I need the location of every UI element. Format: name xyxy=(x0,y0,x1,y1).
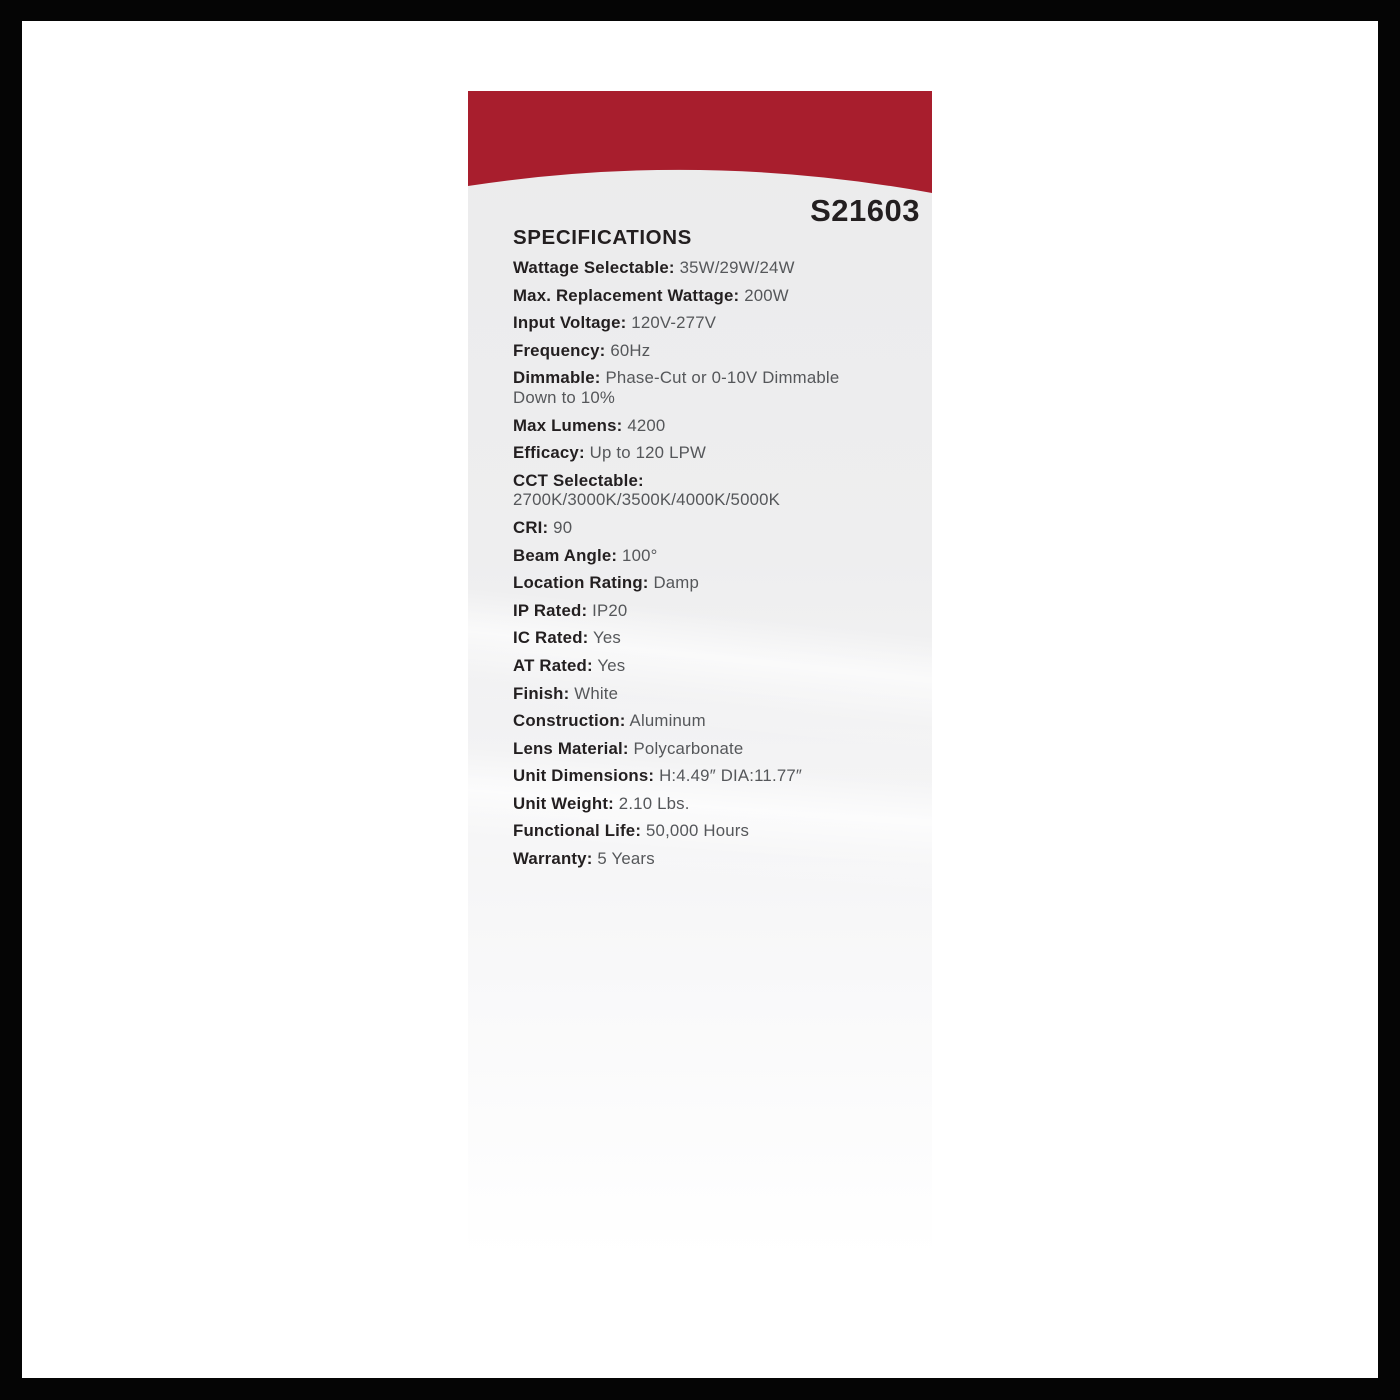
spec-label: CRI: xyxy=(513,517,549,537)
spec-label: Max Lumens: xyxy=(513,415,623,435)
spec-row xyxy=(513,739,890,759)
spec-value-line2: 2700K/3000K/3500K/4000K/5000K xyxy=(513,490,781,510)
spec-value: Damp xyxy=(653,573,700,593)
spec-value-line2: Down to 10% xyxy=(513,387,616,407)
spec-label: Warranty: xyxy=(513,849,593,869)
spec-value: 90 xyxy=(553,517,573,537)
spec-label: Construction: xyxy=(513,711,626,731)
spec-label: Functional Life: xyxy=(513,821,642,841)
spec-label: CCT Selectable: xyxy=(513,470,644,490)
spec-row xyxy=(513,341,890,361)
spec-row xyxy=(513,821,890,841)
spec-label: Finish: xyxy=(513,683,570,703)
spec-label: Wattage Selectable: xyxy=(513,258,675,277)
spec-value: 60Hz xyxy=(610,340,651,360)
spec-label: Beam Angle: xyxy=(513,545,618,565)
spec-label: Max. Replacement Wattage: xyxy=(513,285,740,305)
spec-row xyxy=(513,711,890,731)
spec-value: Phase-Cut or 0-10V Dimmable xyxy=(605,368,840,388)
spec-value: 120V-277V xyxy=(631,313,717,333)
document-page xyxy=(22,21,1378,1378)
spec-label: AT Rated: xyxy=(513,655,593,675)
spec-row xyxy=(513,518,890,538)
spec-label: Dimmable: xyxy=(513,368,601,388)
spec-label: Input Voltage: xyxy=(513,313,627,333)
spec-label: Unit Weight: xyxy=(513,793,614,813)
spec-row xyxy=(513,313,890,333)
spec-row xyxy=(513,601,890,621)
spec-row xyxy=(513,368,890,407)
spec-row xyxy=(513,684,890,704)
spec-value: IP20 xyxy=(592,600,628,620)
spec-value: 5 Years xyxy=(597,849,655,869)
spec-label: Efficacy: xyxy=(513,443,585,463)
spec-value: White xyxy=(574,683,619,703)
spec-value: 100° xyxy=(622,545,658,565)
specifications-heading: SPECIFICATIONS xyxy=(513,226,692,249)
spec-row xyxy=(513,258,890,278)
spec-label: Frequency: xyxy=(513,340,606,360)
spec-row xyxy=(513,443,890,463)
spec-row xyxy=(513,766,890,786)
spec-value: Yes xyxy=(593,628,622,648)
spec-value: H:4.49″ DIA:11.77″ xyxy=(659,766,803,786)
spec-row xyxy=(513,628,890,648)
spec-value: Up to 120 LPW xyxy=(589,443,707,463)
spec-value: Aluminum xyxy=(629,711,706,731)
spec-list xyxy=(513,258,890,869)
spec-value: 50,000 Hours xyxy=(646,821,750,841)
spec-value: 2.10 Lbs. xyxy=(618,793,690,813)
spec-value: Polycarbonate xyxy=(633,738,744,758)
spec-value: 200W xyxy=(744,285,789,305)
spec-value: Yes xyxy=(597,655,626,675)
spec-label: Location Rating: xyxy=(513,573,649,593)
spec-row xyxy=(513,471,890,510)
spec-label: IP Rated: xyxy=(513,600,588,620)
header-band-shape xyxy=(468,91,932,193)
spec-sheet-panel xyxy=(468,91,932,1309)
spec-row xyxy=(513,849,890,869)
spec-value: 4200 xyxy=(627,415,666,435)
spec-row xyxy=(513,573,890,593)
spec-label: IC Rated: xyxy=(513,628,589,648)
spec-row xyxy=(513,416,890,436)
header-band xyxy=(468,91,932,193)
spec-label: Lens Material: xyxy=(513,738,629,758)
spec-value: 35W/29W/24W xyxy=(679,258,795,277)
spec-row xyxy=(513,656,890,676)
spec-row xyxy=(513,286,890,306)
spec-row xyxy=(513,546,890,566)
spec-label: Unit Dimensions: xyxy=(513,766,655,786)
spec-row xyxy=(513,794,890,814)
model-number: S21603 xyxy=(810,193,920,228)
